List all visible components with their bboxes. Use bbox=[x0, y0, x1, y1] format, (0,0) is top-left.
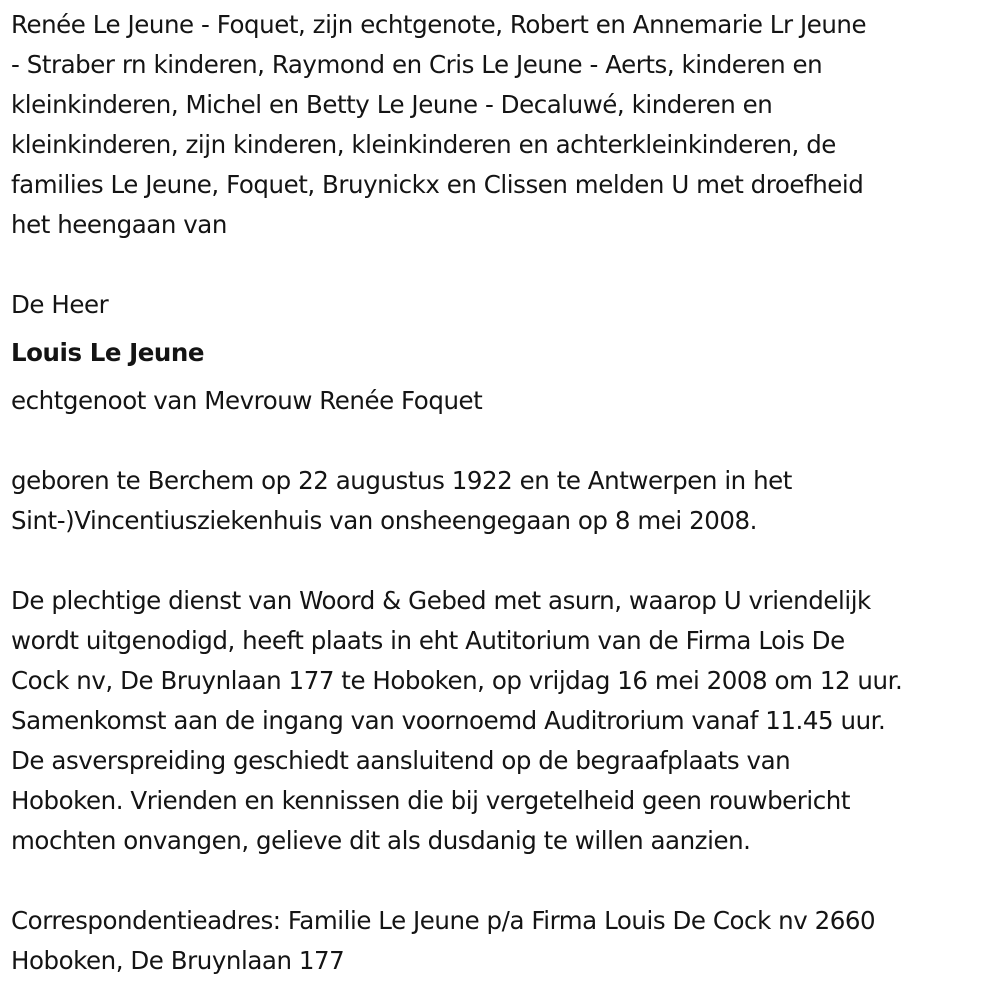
spacer bbox=[11, 421, 996, 461]
intro-paragraph: Renée Le Jeune - Foquet, zijn echtgenote, Robert en Annemarie Lr Jeune - Straber rn kinderen, Raymond en Cris Le Jeune - Aerts, kinderen en kleinkinderen, Michel en Betty Le Jeune - Decaluwé, kinderen en kleinkinderen, zijn kinderen, kleinkinderen en achterkleinkinderen, de families Le Jeune, Foquet, Bruynickx en Clissen melden U met droefheid het heengaan van bbox=[11, 10, 867, 239]
correspondence-paragraph: Correspondentieadres: Familie Le Jeune p/a Firma Louis De Cock nv 2660 Hoboken, De Bruynlaan 177 bbox=[11, 906, 876, 975]
spacer bbox=[11, 245, 996, 285]
spacer bbox=[11, 861, 996, 901]
deceased-name: Louis Le Jeune bbox=[11, 338, 205, 367]
deceased-title: De Heer bbox=[11, 290, 109, 319]
obituary-document bbox=[11, 5, 996, 981]
spacer bbox=[11, 541, 996, 581]
spouse-line: echtgenoot van Mevrouw Renée Foquet bbox=[11, 386, 483, 415]
service-paragraph: De plechtige dienst van Woord & Gebed met asurn, waarop U vriendelijk wordt uitgenodigd, heeft plaats in eht Autitorium van de Firma Lois De Cock nv, De Bruynlaan 177 te Hoboken, op vrijdag 16 mei 2008 om 12 uur. Samenkomst aan de ingang van voornoemd Auditrorium vanaf 11.45 uur. De asverspreiding geschiedt aansluitend op de begraafplaats van Hoboken. Vrienden en kennissen die bij vergetelheid geen rouwbericht mochten onvangen, gelieve dit als dusdanig te willen aanzien. bbox=[11, 586, 903, 855]
birth-death-paragraph: geboren te Berchem op 22 augustus 1922 en te Antwerpen in het Sint-)Vincentiusziekenhuis van onsheengegaan op 8 mei 2008. bbox=[11, 466, 792, 535]
